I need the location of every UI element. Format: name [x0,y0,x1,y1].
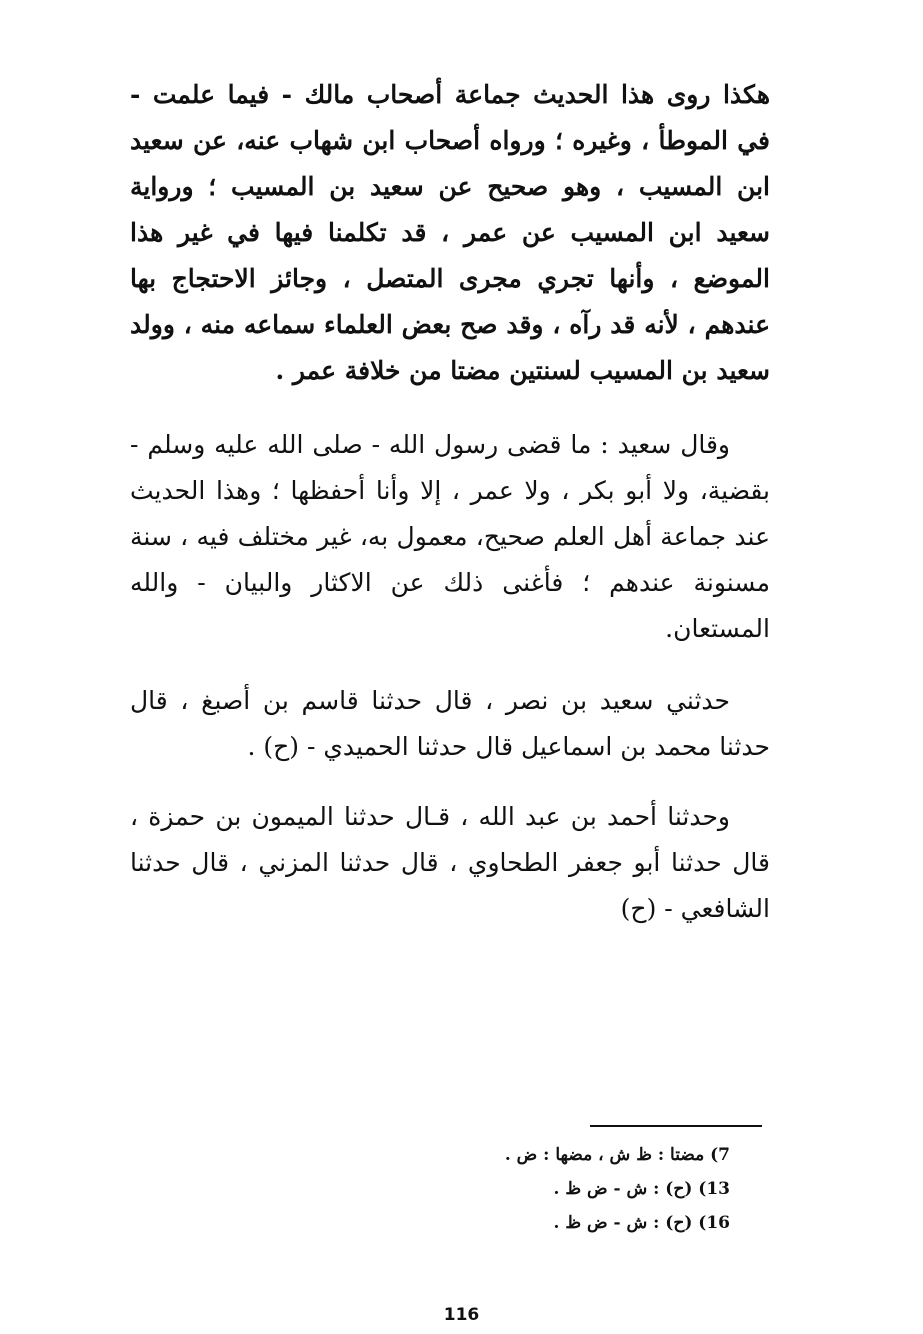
page-number: 116 [443,1305,480,1325]
paragraph-3: حدثني سعيد بن نصر ، قال حدثنا قاسم بن أصبغ ، قال حدثنا محمد بن اسماعيل قال حدثنا الحميدي - (ح) . [130,686,770,761]
footnote-13: 13) (ح) : ش - ض ظ . [553,1179,730,1199]
footnote-divider [590,1125,762,1127]
footnote-7: 7) مضتا : ظ ش ، مضها : ض . [504,1145,730,1165]
paragraph-1: هكذا روى هذا الحديث جماعة أصحاب مالك - فيما علمت - في الموطأ ، وغيره ؛ ورواه أصحاب ابن شهاب عنه، عن سعيد ابن المسيب ، وهو صحيح عن سعيد بن المسيب ؛ ورواية سعيد ابن المسيب عن عمر ، قد تكلمنا فيها في غير هذا الموضع ، وأنها تجري مجرى المتصل ، وجائز الاحتجاج بها عندهم ، لأنه قد رآه ، وقد صح بعض العلماء سماعه منه ، وولد سعيد بن المسيب لسنتين مضتا من خلافة عمر . [130,80,770,385]
paragraph-4: وحدثنا أحمد بن عبد الله ، قـال حدثنا الميمون بن حمزة ، قال حدثنا أبو جعفر الطحاوي ، قال حدثنا المزني ، قال حدثنا الشافعي - (ح) [130,802,770,923]
paragraph-2: وقال سعيد : ما قضى رسول الله - صلى الله عليه وسلم - بقضية، ولا أبو بكر ، ولا عمر ، إلا وأنا أحفظها ؛ وهذا الحديث عند جماعة أهل العلم صحيح، معمول به، غير مختلف فيه ، سنة مسنونة عندهم ؛ فأغنى ذلك عن الاكثار والبيان - والله المستعان. [130,430,770,643]
footnote-16: 16) (ح) : ش - ض ظ . [553,1213,730,1233]
footnotes [380,1138,730,1240]
main-text-block [130,72,770,932]
